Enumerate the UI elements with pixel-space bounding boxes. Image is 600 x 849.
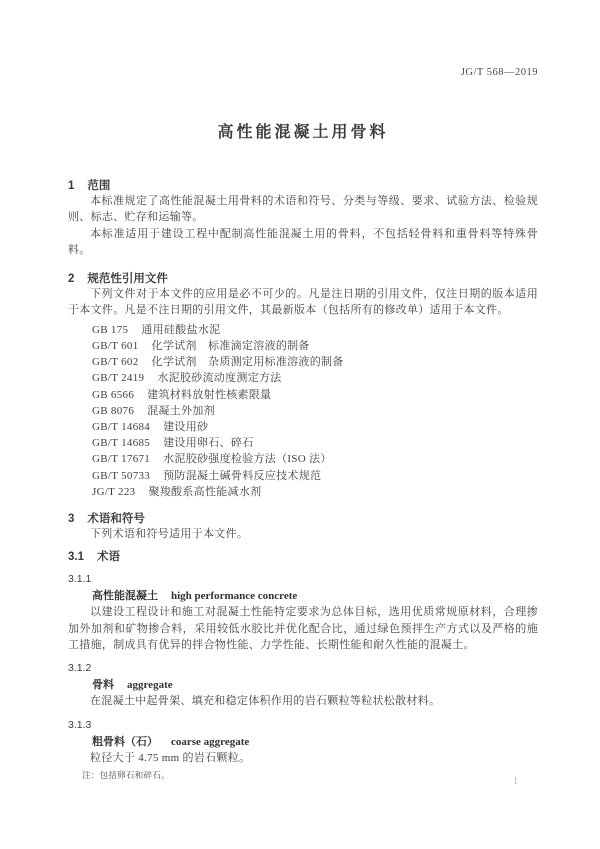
clause-1-heading — [68, 179, 538, 193]
reference-code: GB/T 601 — [92, 339, 139, 352]
page-number: 1 — [513, 776, 518, 787]
reference-title: 水泥胶砂强度检验方法（ISO 法） — [163, 453, 332, 466]
reference-item — [92, 451, 538, 467]
clause-title: 规范性引用文件 — [87, 273, 168, 286]
reference-code: GB 8076 — [92, 404, 135, 417]
subclause-title: 术语 — [97, 551, 120, 564]
term-title-line — [92, 678, 538, 693]
reference-item — [92, 370, 538, 386]
clause-title: 范围 — [87, 180, 111, 192]
reference-code: GB/T 14685 — [92, 437, 151, 450]
term-entry — [68, 572, 538, 653]
subclause-3-1-heading — [68, 550, 538, 564]
reference-item — [92, 354, 538, 370]
reference-title: 建筑材料放射性核素限量 — [147, 388, 272, 401]
reference-item — [92, 322, 538, 338]
reference-item — [92, 338, 538, 354]
term-note: 注：包括卵石和碎石。 — [82, 769, 171, 780]
reference-code: GB 175 — [92, 323, 129, 336]
subclause-number: 3.1 — [68, 551, 84, 564]
reference-title: 混凝土外加剂 — [147, 404, 215, 417]
reference-item — [92, 468, 538, 484]
term-title-line — [92, 589, 538, 604]
term-definition: 粒径大于 4.75 mm 的岩石颗粒。 — [90, 751, 251, 764]
reference-code: GB/T 602 — [92, 356, 139, 369]
reference-item — [92, 435, 538, 451]
normative-references-list — [92, 322, 538, 500]
term-chinese: 骨料 — [92, 679, 114, 692]
reference-code: JG/T 223 — [92, 485, 136, 498]
term-number: 3.1.2 — [68, 662, 92, 675]
reference-code: GB/T 17671 — [92, 453, 151, 466]
reference-item — [92, 403, 538, 419]
term-english: aggregate — [127, 679, 173, 692]
scope-paragraph-2: 本标准适用于建设工程中配制高性能混凝土用的骨料，不包括轻骨料和重骨料等特殊骨料。 — [68, 227, 538, 256]
term-number: 3.1.3 — [68, 718, 92, 731]
term-chinese: 粗骨料（石） — [92, 735, 158, 748]
reference-code: GB/T 50733 — [92, 469, 151, 482]
clause-number: 3 — [68, 513, 75, 526]
document-title: 高性能混凝土用骨料 — [217, 124, 389, 141]
clause-2-heading — [68, 272, 538, 286]
references-intro: 下列文件对于本文件的应用是必不可少的。凡是注日期的引用文件，仅注日期的版本适用于本文件。凡是不注日期的引用文件，其最新版本（包括所有的修改单）适用于本文件。 — [68, 288, 538, 317]
reference-title: 化学试剂 标准滴定溶液的制备 — [151, 339, 310, 352]
clause-title: 术语和符号 — [87, 513, 145, 526]
reference-item — [92, 387, 538, 403]
reference-code: GB 6566 — [92, 388, 135, 401]
term-title-line — [92, 735, 538, 750]
clause-3-heading — [68, 512, 538, 526]
term-english: high performance concrete — [171, 590, 298, 603]
term-chinese: 高性能混凝土 — [92, 590, 158, 603]
term-definition: 在混凝土中起骨架、填充和稳定体积作用的岩石颗粒等粒状松散材料。 — [90, 695, 441, 708]
reference-item — [92, 484, 538, 500]
term-definition: 以建设工程设计和施工对混凝土性能特定要求为总体目标，选用优质常规原材料，合理掺加外加剂和矿物掺合料，采用较低水胶比并优化配合比，通过绿色预拌生产方式以及严格的施工措施，制成具有优异的拌合物性能、力学性能、长期性能和耐久性能的混凝土。 — [68, 606, 538, 651]
terms-intro: 下列术语和符号适用于本文件。 — [90, 528, 249, 541]
reference-title: 预防混凝土碱骨料反应技术规范 — [163, 469, 322, 482]
reference-code: GB/T 14684 — [92, 421, 151, 433]
reference-title: 化学试剂 杂质测定用标准溶液的制备 — [151, 356, 344, 369]
term-english: coarse aggregate — [171, 735, 250, 748]
clause-number: 2 — [68, 273, 75, 286]
term-number: 3.1.1 — [68, 573, 92, 586]
term-entry — [68, 718, 538, 781]
clause-number: 1 — [68, 180, 75, 192]
reference-title: 聚羧酸系高性能减水剂 — [148, 485, 262, 498]
reference-title: 建设用砂 — [163, 421, 209, 433]
reference-title: 水泥胶砂流动度测定方法 — [157, 372, 282, 385]
reference-title: 建设用卵石、碎石 — [163, 437, 254, 450]
scope-paragraph-1: 本标准规定了高性能混凝土用骨料的术语和符号、分类与等级、要求、试验方法、检验规则、标志、贮存和运输等。 — [68, 195, 538, 224]
standard-code: JG/T 568—2019 — [460, 67, 538, 78]
reference-item — [92, 419, 538, 435]
term-entry — [68, 661, 538, 709]
reference-code: GB/T 2419 — [92, 372, 145, 385]
reference-title: 通用硅酸盐水泥 — [141, 323, 221, 336]
